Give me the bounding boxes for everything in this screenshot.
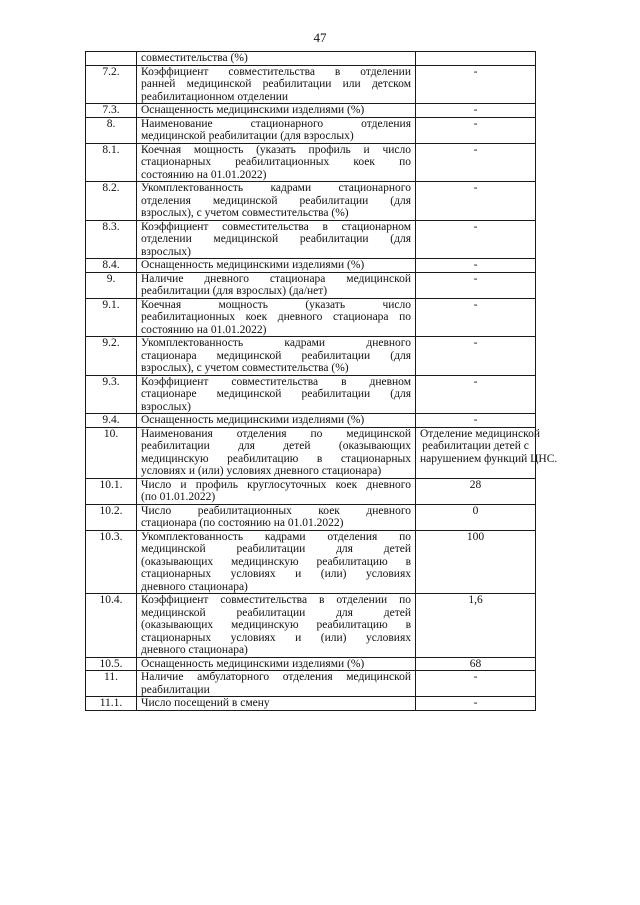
description-line: состоянию на 01.01.2022) xyxy=(141,323,267,336)
row-number: 11. xyxy=(86,671,137,697)
value-line: - xyxy=(473,414,478,426)
value-line: - xyxy=(473,182,478,194)
table-row xyxy=(86,504,536,530)
description-line: Коэффициент совместительства в отделении xyxy=(141,65,411,78)
description-line: дневного стационара) xyxy=(141,580,248,593)
description-line: Наличие дневного стационара медицинской xyxy=(141,272,411,285)
table-row xyxy=(86,427,536,478)
row-number: 10.1. xyxy=(86,478,137,504)
description-line: медицинской реабилитации (для взрослых) xyxy=(141,130,354,142)
row-number: 9.1. xyxy=(86,298,137,337)
row-value xyxy=(416,104,536,118)
row-number: 10. xyxy=(86,427,137,478)
value-line: - xyxy=(473,337,478,349)
table-row xyxy=(86,259,536,273)
row-number: 8.2. xyxy=(86,182,137,221)
row-value xyxy=(416,117,536,143)
description-line: стационарных условиях и (или) условиях xyxy=(141,631,411,644)
table-row xyxy=(86,530,536,594)
description-line: отделении медицинской реабилитации (для xyxy=(141,233,411,245)
row-description xyxy=(137,52,416,66)
row-number: 9.4. xyxy=(86,414,137,428)
value-line: Отделение медицинской xyxy=(420,427,540,440)
row-description xyxy=(137,657,416,671)
description-line: Наименования отделения по медицинской xyxy=(141,427,411,440)
description-line: стационарных условиях и (или) условиях xyxy=(141,568,411,580)
table-row xyxy=(86,182,536,221)
description-line: Оснащенность медицинскими изделиями (%) xyxy=(141,657,365,670)
description-line: (оказывающих медицинскую реабилитацию в xyxy=(141,555,411,568)
row-number: 10.2. xyxy=(86,504,137,530)
value-line: - xyxy=(473,143,478,156)
row-value xyxy=(416,427,558,478)
description-line: Число реабилитационных коек дневного xyxy=(141,504,411,517)
description-line: Наименование стационарного отделения xyxy=(141,117,411,130)
description-line: взрослых) xyxy=(141,400,191,413)
value-line: нарушением функций ЦНС. xyxy=(420,452,558,465)
row-value xyxy=(416,337,536,376)
row-number: 7.2. xyxy=(86,65,137,104)
description-line: стационара медицинской реабилитации (для xyxy=(141,349,411,362)
row-number: 10.3. xyxy=(86,530,137,594)
description-line: медицинской реабилитации для детей xyxy=(141,606,411,619)
row-value xyxy=(416,298,536,337)
row-value xyxy=(416,657,536,671)
row-number: 9.2. xyxy=(86,337,137,376)
description-line: ранней медицинской реабилитации или детском xyxy=(141,78,411,90)
row-description xyxy=(137,143,416,182)
value-line: 100 xyxy=(466,530,485,543)
row-value xyxy=(416,414,536,428)
table-row xyxy=(86,337,536,376)
value-line: - xyxy=(473,298,478,311)
value-line: - xyxy=(473,220,478,233)
description-line: Наличие амбулаторного отделения медицинской xyxy=(141,671,411,683)
description-line: реабилитационных коек дневного стационара по xyxy=(141,311,411,323)
row-description xyxy=(137,530,416,594)
row-value xyxy=(416,220,536,259)
table-row xyxy=(86,478,536,504)
description-line: дневного стационара) xyxy=(141,644,248,656)
row-value xyxy=(416,65,536,104)
description-line: совместительства (%) xyxy=(141,52,248,64)
description-line: Укомплектованность кадрами отделения по xyxy=(141,530,411,543)
value-line: - xyxy=(473,671,478,683)
row-description xyxy=(137,117,416,143)
table-row xyxy=(86,298,536,337)
value-line: реабилитации детей с xyxy=(422,440,529,452)
description-line: Укомплектованность кадрами дневного xyxy=(141,337,411,349)
table-row xyxy=(86,143,536,182)
value-line: - xyxy=(473,697,478,709)
row-value xyxy=(416,594,536,658)
row-description xyxy=(137,259,416,273)
description-line: Число посещений в смену xyxy=(141,697,270,709)
row-value xyxy=(416,697,536,711)
description-line: Оснащенность медицинскими изделиями (%) xyxy=(141,104,365,116)
row-description xyxy=(137,504,416,530)
row-description xyxy=(137,375,416,414)
row-number: 8.4. xyxy=(86,259,137,273)
table-row xyxy=(86,594,536,658)
row-number xyxy=(86,52,137,66)
row-description xyxy=(137,697,416,711)
description-line: реабилитационном отделении xyxy=(141,90,289,103)
row-value xyxy=(416,530,536,594)
row-number: 11.1. xyxy=(86,697,137,711)
value-line: 1,6 xyxy=(468,594,483,606)
row-description xyxy=(137,298,416,337)
row-number: 8.1. xyxy=(86,143,137,182)
row-value xyxy=(416,52,536,66)
description-line: реабилитации xyxy=(141,683,210,696)
description-line: Коечная мощность (указать профиль и число xyxy=(141,143,411,156)
description-line: Число и профиль круглосуточных коек дневного xyxy=(141,478,411,491)
row-description xyxy=(137,337,416,376)
table-row xyxy=(86,220,536,259)
description-line: стационарных реабилитационных коек по xyxy=(141,156,411,168)
row-description xyxy=(137,220,416,259)
row-value xyxy=(416,375,536,414)
table-row xyxy=(86,414,536,428)
description-line: медицинской реабилитации для детей xyxy=(141,543,411,555)
row-number: 8. xyxy=(86,117,137,143)
description-line: реабилитации (для взрослых) (да/нет) xyxy=(141,285,328,297)
description-line: взрослых), с учетом совместительства (%) xyxy=(141,207,349,219)
row-description xyxy=(137,427,416,478)
description-line: стационаре медицинской реабилитации (для xyxy=(141,388,411,400)
description-line: Оснащенность медицинскими изделиями (%) xyxy=(141,414,365,426)
description-line: условиях и (или) условиях дневного стационара) xyxy=(141,465,382,477)
row-number: 10.5. xyxy=(86,657,137,671)
description-line: медицинскую реабилитацию в стационарных xyxy=(141,452,411,465)
row-number: 8.3. xyxy=(86,220,137,259)
value-line: - xyxy=(473,65,478,78)
row-number: 9. xyxy=(86,272,137,298)
description-line: Оснащенность медицинскими изделиями (%) xyxy=(141,259,365,271)
value-line: 28 xyxy=(469,478,482,491)
description-line: Коечная мощность (указать число xyxy=(141,298,411,311)
description-line: Укомплектованность кадрами стационарного xyxy=(141,182,411,194)
description-line: (по 01.01.2022) xyxy=(141,491,216,503)
description-line: взрослых), с учетом совместительства (%) xyxy=(141,362,349,374)
row-number: 10.4. xyxy=(86,594,137,658)
row-value xyxy=(416,182,536,221)
row-description xyxy=(137,671,416,697)
value-line: - xyxy=(473,117,478,130)
row-description xyxy=(137,478,416,504)
table-row xyxy=(86,52,536,66)
row-description xyxy=(137,272,416,298)
table-row xyxy=(86,657,536,671)
description-line: (оказывающих медицинскую реабилитацию в xyxy=(141,619,411,631)
table-row xyxy=(86,375,536,414)
row-value xyxy=(416,504,536,530)
value-line: 0 xyxy=(472,504,479,517)
row-number: 7.3. xyxy=(86,104,137,118)
row-value xyxy=(416,671,536,697)
description-line: Коэффициент совместительства в дневном xyxy=(141,375,411,388)
row-description xyxy=(137,414,416,428)
value-line: - xyxy=(473,272,478,285)
description-line: Коэффициент совместительства в отделении по xyxy=(141,594,411,606)
row-description xyxy=(137,594,416,658)
description-line: взрослых) xyxy=(141,245,191,258)
row-value xyxy=(416,259,536,273)
value-line: - xyxy=(473,104,478,116)
row-value xyxy=(416,143,536,182)
value-line: - xyxy=(473,259,478,271)
table-row xyxy=(86,104,536,118)
table-row xyxy=(86,272,536,298)
rehabilitation-table xyxy=(85,51,558,711)
description-line: отделения медицинской реабилитации (для xyxy=(141,194,411,207)
description-line: реабилитации для детей (оказывающих xyxy=(141,440,411,452)
description-line: стационара (по состоянию на 01.01.2022) xyxy=(141,517,344,529)
value-line: - xyxy=(473,375,478,388)
row-number: 9.3. xyxy=(86,375,137,414)
row-description xyxy=(137,65,416,104)
row-value xyxy=(416,272,536,298)
table-row xyxy=(86,697,536,711)
row-value xyxy=(416,478,536,504)
table-row xyxy=(86,671,536,697)
description-line: состоянию на 01.01.2022) xyxy=(141,168,267,181)
value-line: 68 xyxy=(469,657,482,670)
row-description xyxy=(137,182,416,221)
table-row xyxy=(86,65,536,104)
page-number: 47 xyxy=(313,30,327,45)
row-description xyxy=(137,104,416,118)
table-row xyxy=(86,117,536,143)
table-body xyxy=(86,52,558,711)
description-line: Коэффициент совместительства в стационарном xyxy=(141,220,411,233)
